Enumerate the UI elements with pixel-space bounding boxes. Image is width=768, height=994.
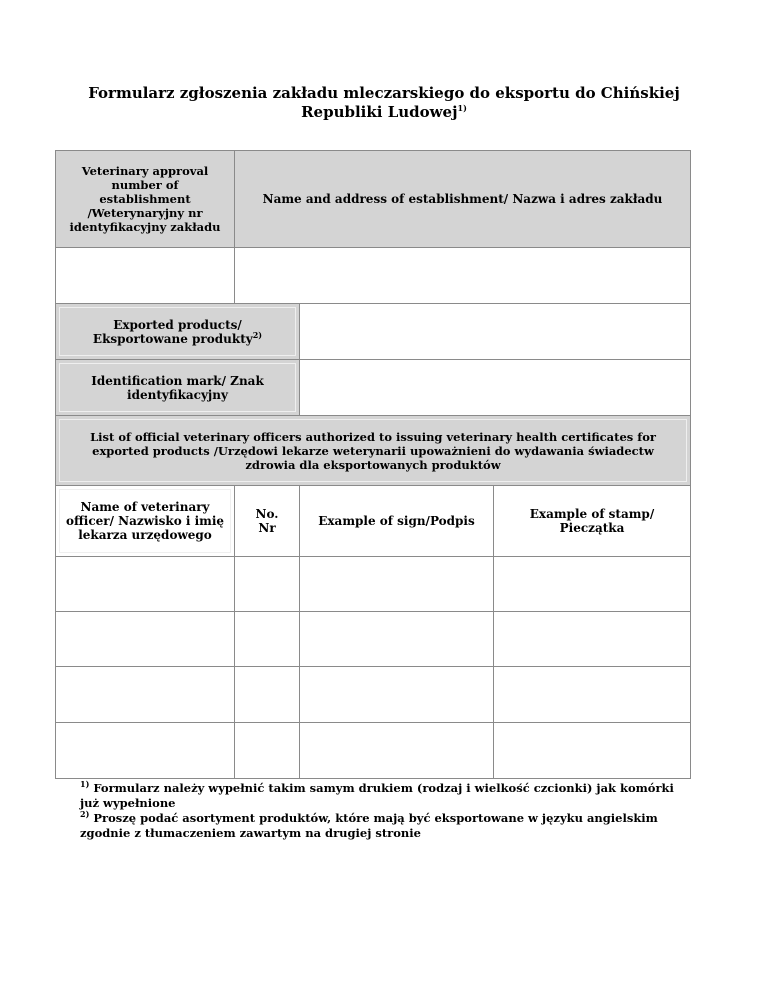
name-address-header-text: Name and address of establishment/ Nazwa i adres zakładu bbox=[262, 192, 663, 206]
sign-column-header-text: Example of sign/Podpis bbox=[318, 514, 475, 528]
footnote-2-marker: 2) bbox=[80, 809, 90, 820]
approval-number-header-text bbox=[70, 164, 221, 234]
identification-mark-label-line2: identyfikacyjny bbox=[127, 387, 228, 402]
officer-sign-cell[interactable] bbox=[299, 556, 494, 612]
footnote-ref-2: 2) bbox=[252, 329, 263, 340]
identification-mark-label-inner bbox=[59, 363, 296, 412]
officer-sign-cell[interactable] bbox=[299, 611, 494, 667]
exported-products-label-line2 bbox=[92, 329, 263, 346]
stamp-header-line: Example of stamp/ bbox=[529, 507, 655, 521]
officer-number-cell[interactable] bbox=[234, 556, 300, 612]
identification-mark-label bbox=[55, 359, 300, 416]
footnote-1-text: Formularz należy wypełnić takim samym drukiem (rodzaj i wielkość czcionki) jak komórki już wypełnione bbox=[80, 781, 674, 810]
form-title-line2-text: Republiki Ludowej bbox=[301, 103, 458, 121]
officers-heading-line: exported products /Urzędowi lekarze weterynarii upoważnieni do wydawania świadectw bbox=[92, 443, 654, 458]
exported-products-label-text bbox=[93, 318, 262, 346]
officers-list-heading-inner bbox=[59, 419, 687, 482]
officers-list-heading-text bbox=[90, 430, 656, 472]
officer-stamp-cell[interactable] bbox=[493, 611, 691, 667]
officer-sign-cell[interactable] bbox=[299, 666, 494, 723]
officer-name-cell[interactable] bbox=[55, 556, 235, 612]
name-address-header bbox=[234, 150, 691, 248]
officer-number-column-header bbox=[234, 485, 300, 557]
officers-heading-line: zdrowia dla eksportowanych produktów bbox=[245, 457, 501, 472]
exported-products-field[interactable] bbox=[299, 303, 691, 360]
name-address-field[interactable] bbox=[234, 247, 691, 304]
stamp-column-header bbox=[493, 485, 691, 557]
officer-number-cell[interactable] bbox=[234, 722, 300, 779]
footnotes bbox=[80, 781, 680, 841]
officer-stamp-cell[interactable] bbox=[493, 722, 691, 779]
officer-name-column-header-inner bbox=[59, 489, 231, 553]
officer-number-cell[interactable] bbox=[234, 666, 300, 723]
officer-name-header-line: Name of veterinary bbox=[80, 500, 210, 514]
footnote-ref-1: 1) bbox=[457, 103, 467, 113]
officer-name-column-header bbox=[55, 485, 235, 557]
approval-header-line: establishment bbox=[99, 192, 191, 206]
exported-products-label bbox=[55, 303, 300, 360]
footnote-2 bbox=[80, 811, 680, 841]
approval-number-field[interactable] bbox=[55, 247, 235, 304]
footnote-1 bbox=[80, 781, 680, 811]
officer-stamp-cell[interactable] bbox=[493, 666, 691, 723]
approval-header-line: identyfikacyjny zakładu bbox=[69, 220, 221, 234]
officer-number-header-line: No. bbox=[255, 507, 279, 521]
exported-products-label-line2-text: Eksportowane produkty bbox=[92, 331, 253, 346]
officer-name-header-line: lekarza urzędowego bbox=[78, 528, 212, 542]
approval-header-line: number of bbox=[111, 178, 179, 192]
officer-number-column-header-text bbox=[256, 507, 279, 535]
approval-header-line: /Weterynaryjny nr bbox=[87, 206, 203, 220]
approval-header-line: Veterinary approval bbox=[81, 164, 209, 178]
identification-mark-label-text bbox=[91, 374, 264, 402]
officer-sign-cell[interactable] bbox=[299, 722, 494, 779]
form-title-line1: Formularz zgłoszenia zakładu mleczarskiego do eksportu do Chińskiej bbox=[88, 84, 680, 102]
stamp-column-header-text bbox=[530, 507, 654, 535]
officer-number-header-line: Nr bbox=[258, 521, 276, 535]
form-title bbox=[60, 84, 708, 122]
approval-number-header bbox=[55, 150, 235, 248]
identification-mark-label-line1: Identification mark/ Znak bbox=[91, 373, 264, 388]
footnote-2-text: Proszę podać asortyment produktów, które mają być eksportowane w języku angielskim zgodnie z tłumaczeniem zawartym na drugiej stronie bbox=[80, 811, 658, 840]
officer-name-cell[interactable] bbox=[55, 666, 235, 723]
officer-name-cell[interactable] bbox=[55, 722, 235, 779]
stamp-header-line: Pieczątka bbox=[559, 521, 625, 535]
officers-list-heading bbox=[55, 415, 691, 486]
form-title-line2 bbox=[60, 103, 708, 122]
officer-name-cell[interactable] bbox=[55, 611, 235, 667]
identification-mark-field[interactable] bbox=[299, 359, 691, 416]
officer-name-header-line: officer/ Nazwisko i imię bbox=[65, 514, 225, 528]
officers-heading-line: List of official veterinary officers authorized to issuing veterinary health certificates for bbox=[90, 429, 656, 444]
officer-number-cell[interactable] bbox=[234, 611, 300, 667]
footnote-1-marker: 1) bbox=[80, 779, 90, 790]
officer-name-column-header-text bbox=[66, 500, 224, 542]
exported-products-label-inner bbox=[59, 307, 296, 356]
exported-products-label-line1: Exported products/ bbox=[113, 317, 242, 332]
officer-stamp-cell[interactable] bbox=[493, 556, 691, 612]
sign-column-header bbox=[299, 485, 494, 557]
